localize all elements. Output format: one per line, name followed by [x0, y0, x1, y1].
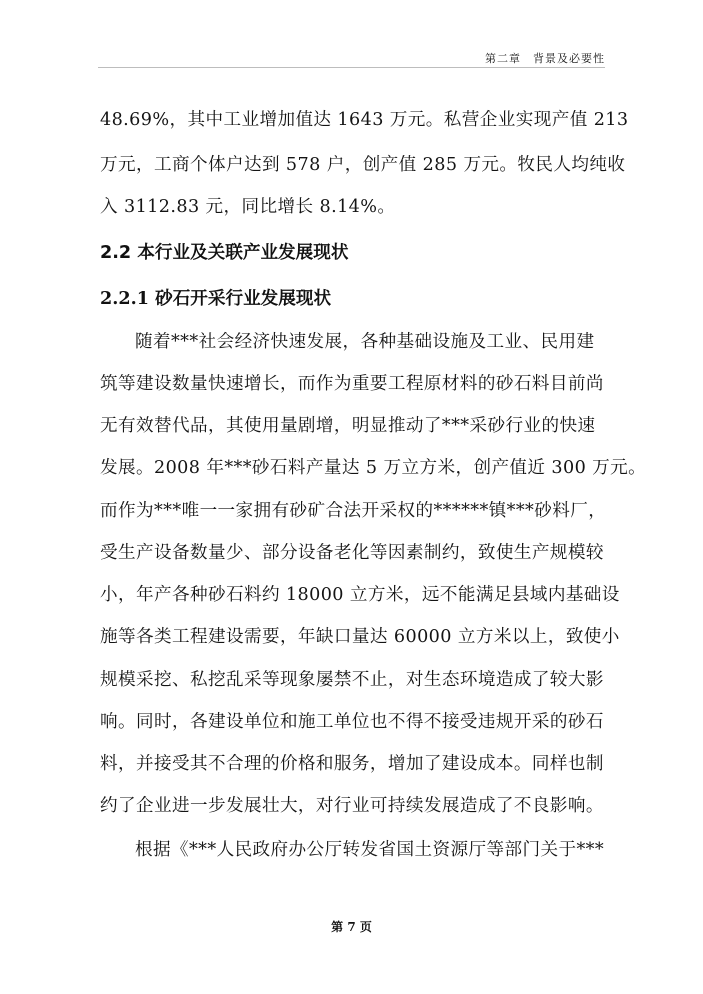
body-text-line: 响。同时，各建设单位和施工单位也不得不接受违规开采的砂石 [100, 712, 604, 732]
body-text-line: 施等各类工程建设需要，年缺口量达 60000 立方米以上，致使小 [100, 627, 620, 647]
body-text-line: 随着***社会经济快速发展，各种基础设施及工业、民用建 [135, 332, 595, 352]
body-text-line: 发展。2008 年***砂石料产量达 5 万立方米，创产值近 300 万元。 [100, 458, 647, 478]
body-text-line: 受生产设备数量少、部分设备老化等因素制约，致使生产规模较 [100, 543, 604, 563]
body-text-line: 规模采挖、私挖乱采等现象屡禁不止，对生态环境造成了较大影 [100, 670, 604, 690]
body-text-line: 小，年产各种砂石料约 18000 立方米，远不能满足县域内基础设 [100, 585, 620, 605]
section-heading: 2.2 本行业及关联产业发展现状 [100, 243, 349, 263]
body-text-line: 入 3112.83 元，同比增长 8.14%。 [100, 197, 396, 217]
body-text-line: 而作为***唯一一家拥有砂矿合法开采权的******镇***砂料厂， [100, 501, 607, 521]
body-text-line: 无有效替代品，其使用量剧增，明显推动了***采砂行业的快速 [100, 416, 596, 436]
body-text-line: 万元，工商个体户达到 578 户，创产值 285 万元。牧民人均纯收 [100, 155, 626, 175]
subsection-heading: 2.2.1 砂石开采行业发展现状 [100, 288, 332, 309]
body-text-line: 约了企业进一步发展壮大，对行业可持续发展造成了不良影响。 [100, 796, 604, 816]
body-text-line: 48.69%，其中工业增加值达 1643 万元。私营企业实现产值 213 [100, 110, 629, 130]
body-text-line: 根据《***人民政府办公厅转发省国土资源厅等部门关于*** [135, 840, 605, 860]
header-divider [98, 67, 605, 68]
page-number: 第 7 页 [331, 920, 372, 934]
body-text-line: 料，并接受其不合理的价格和服务，增加了建设成本。同样也制 [100, 754, 604, 774]
body-text-line: 筑等建设数量快速增长，而作为重要工程原材料的砂石料目前尚 [100, 374, 604, 394]
running-header-chapter: 第二章 背景及必要性 [485, 52, 605, 65]
